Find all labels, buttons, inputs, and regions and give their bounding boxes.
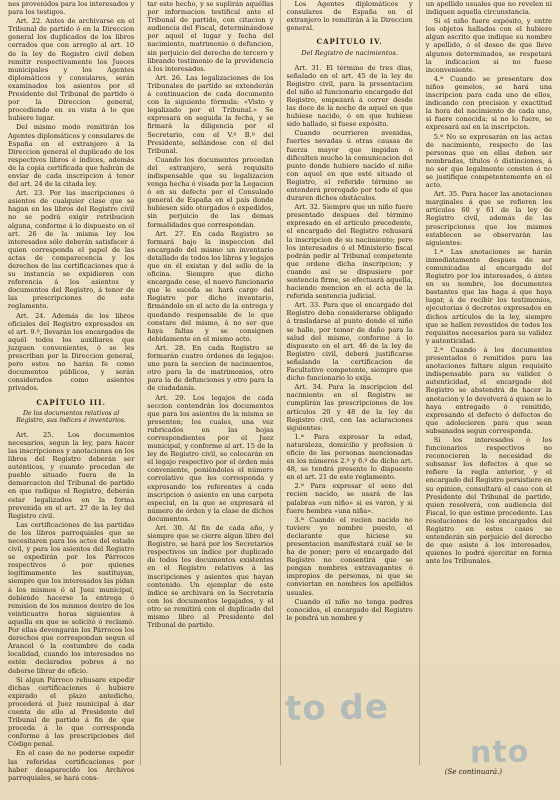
paragraph: Art. 33. Para que el encargado del Registro deba considerarse obligado á trasladarse al punto donde el niño se halle, por temor de daño para la salud del mismo, conforme á lo dispuesto en el art. 46 de la ley de Registro civil, deberá justificarse señalando la certificacion de Facultativo competente, siempre que dicho funcionario lo exija. [286, 301, 413, 383]
chapter-3-title: CAPÍTULO III. [36, 397, 106, 407]
paragraph: En el caso de no poderse expedir las referidas certificaciones por haber desaparecido los Archivos parroquiales, se hará cons- [8, 749, 135, 782]
paragraph: Cuando el niño no tenga padres conocidos, el encargado del Registro le pondrá un nombre y [286, 597, 413, 622]
chapter-3-subtitle: De los documentos relativos al Registro, sus índices é inventarios. [16, 409, 126, 425]
column-3 [284, 0, 413, 765]
paragraph: Art. 25. Los documentos necesarios, segun la ley, para hacer las inscripciones y anotaciones en los libros del Registro deberán ser auténticos, y cuando procedan de pueblo situado fuera de la demarcacion del Tribunal de partido en que radique el Registro, deberán estar legalizados en la forma prevenida en el art. 27 de la ley del Registro civil. [8, 430, 135, 520]
paragraph: tar este hecho, y se suplirán aquéllas por informacion testifical ante el Tribunal de partido, con citacion y audiencia del Fiscal, determinándose por aquel el lugar y fecha del nacimiento, matrimonio ó defuncion, sin perjuicio del derecho de tercero y librando testimonio de la providencia á los interesados. [147, 0, 274, 73]
paragraph: Art. 23. Por las inscripciones ó asientos de cualquier clase que se hagan en los libros del Registro civil no se podrá exigir retribucion alguna, conforme á lo dispuesto en el art. 26 de la misma ley los interesados sólo deberán satisfacer á quien corresponda el papel de las actas de comparecencia y los derechos de las certificaciones que á su instancia se expidieren con referencia á los asientos y documentos del Registro, á tenor de las prescripciones de este reglamento. [8, 189, 135, 311]
paragraph: Los Agentes diplomáticos y consulares de España en el extranjero lo remitirán á la Direccion general. [286, 0, 413, 33]
paragraph: Art. 31. El término de tres dias, señalado en el art. 45 de la ley de Registro civil, para la presentacion del niño al funcionario encargado del Registro, empezará á correr desde las doce de la noche de aquel en que hubiese nacido, ó en que hubiese sido hallado, si fuese expósito. [286, 63, 413, 129]
paragraph: Art. 28. En cada Registro se formarán cuatro órdenes de legajos: uno para la seccion de nacimientos, otro para la de matrimonios, otro para la de defunciones y otro para la de ciudadanía. [147, 343, 274, 393]
paragraph: Si los interesados ó los funcionarios respectivos no reconocieren la necesidad de subsanar los defectos á que se refiere la regla anterior, y el encargado del Registro persistiere en su opinion, consultará el caso con el Presidente del Tribunal de partido, quien resolverá, con audiencia del Fiscal, lo que estime procedente. Las resoluciones de los encargados del Registro en estos casos se entenderán sin perjuicio del derecho de que asiste á los interesados, quienes lo podrá ejercitar en forma ante los Tribunales. [425, 435, 553, 566]
continuation-note: (Se continuará.) [444, 768, 502, 776]
chapter-4-title: CAPÍTULO IV. [316, 37, 383, 47]
column-1-bottom [8, 431, 134, 782]
library-stamp-watermark: nto [469, 734, 530, 771]
paragraph: Art. 22. Antes de archivarse en el Tribunal de partido ó en la Direccion general los duplicados de los libros cerrados que con arreglo al art. 10 de la ley de Registro civil deben remitir respectivamente los Jueces municipales y los Agentes diplomáticos y consulares, serán examinados los asientos por el Presidente del Tribunal de partido ó por la Direccion general, procediendo en su vista á lo que hubiere lugar. [8, 17, 135, 123]
paragraph: Art. 26. Las legalizaciones de los Tribunales de partido se extenderán á continuacion de cada documento con la siguiente fórmula: «Visto y legalizado por el Tribunal.» Se expresará en seguida la fecha, y se firmará la diligencia por el Secretario, con el V.º B.º del Presidente, sellándose con el del Tribunal. [147, 73, 274, 155]
chapter-4-subtitle: Del Registro de nacimientos. [301, 49, 398, 58]
column-4 [426, 0, 552, 765]
paragraph: Art. 24. Además de los libros oficiales del Registro expresados en el art. 9.º, llevarán los encargados de aquél todos los auxiliares que juzguen convenientes, ó se les prescriban por la Direccion general, pero estos no harán fe como documentos públicos, y serán considerados como asientos privados. [8, 311, 135, 393]
paragraph: Art. 35. Para hacer las anotaciones marginales á que se refieren los artículos 60 y 61 de la ley de Registro civil, además de las prescripciones que los mismos establecen se observarán las siguientes: [425, 190, 552, 247]
paragraph: Art. 30. Al fin de cada año, y siempre que se cierre algun libro del Registro, se hará por los Secretarios respectivos un índice por duplicado de todos los documentos existentes en el Registro relativos á las inscripciones y asientos que hayan contenido. Un ejemplar de este índice se archivará en la Secretaría con los documentos legajados, y el otro se remitirá con el duplicado del mismo libro al Presidente del Tribunal de partido. [147, 524, 274, 630]
column-1 [8, 0, 135, 782]
paragraph: Cuando ocurrieren avenidas, fuertes nevadas ú otras causas de fuerza mayor que impidan ó dificulten mucho la comunicacion del punto donde hubiere nacido el niño con aquel en que esté situado el Registro, el referido término se entenderá prorogado por todo el que duraren dichos obstáculos. [286, 129, 413, 203]
column-divider [140, 0, 141, 765]
paragraph: 4.ª Cuando se presentare dos niños gemelos, se hará una inscripcion para cada uno de ellos, indicando con precision y exactitud la hora del nacimiento de cada uno, si fuere conocida; si no lo fuere, se expresará así en la inscripcion. [425, 74, 552, 132]
column-3-bottom [287, 64, 413, 622]
paragraph: Art. 27. En cada Registro se formará bajo la inspeccion del encargado del mismo un inventario detallado de todos los libros y legajos que en él existan y del sello de la oficina. Siempre que dicho encargado cese, el nuevo funcionario que le suceda se hará cargo del Registro por dicho inventario, firmándolo en el acto de la entrega y quedando responsable de lo que constare del mismo, á no ser que haya faltas y se consignen debidamente en el mismo acto. [147, 229, 274, 343]
column-divider [280, 0, 281, 765]
paragraph: 1.ª Las anotaciones se harán inmediatamente despues de ser comunicadas al encargado del Registro por los interesados, ó ántes en su nombre, los documentos bastantes que las haga á que haya lugar, á de recibir los testimonios, ejecutorias ó decretos expresados en dichos artículos de la ley, siempre que se hallen revestidos de todos los requisitos necesarios para su validez y autenticidad. [425, 247, 552, 345]
paragraph: 2.ª Para expresar el sexo del recien nacido, se usará de las palabras «un niño» si es varon, y si fuere hembra «una niña». [286, 482, 413, 515]
paragraph: 5.ª No se expresarán en las actas de nacimiento, respecto de las personas que en ellas deben ser nombradas, títulos ó distinciones, á no ser que legalmente consten ó no se justifique competentemente en el acto. [425, 132, 552, 190]
paragraph: Cuando los documentos procedan del extranjero, será requisito indispensable que su legalizacion venga hecha ó visada por la Legacion ó en su defecto por el Consulado general de España en el país donde hubiesen sido otorgados ó expedidos, sin perjuicio de las demas formalidades que correspondan. [147, 155, 274, 229]
column-3-top [287, 0, 413, 32]
library-stamp-watermark: to de [284, 687, 390, 729]
paragraph: Si el niño fuere expósito, y entre los objetos hallados con el hubiere algun escrito que indique su nombre y apellido, ó el deseo de que lleve algunos determinados, se respetará la indicacion si no fuese inconveniente. [425, 17, 552, 74]
column-divider [419, 0, 420, 765]
paragraph: Las certificaciones de las partidas de los libros parroquiales que se necesitaren para los actos del estado civil, y para los asientos del Registro se expedirán por los Párrocos respectivos ó por quienes legítimamente les sustituyan, siempre que los interesados las pidan á los mismos ó al Juez municipal, debiendo hacerse la entrega ó remision de los mismos dentro de los veinticuatro horas siguientes á aquella en que se solicitó ó reclamó. Por ellas devengarán los Párrocos los derechos que correspondan segun el Arancel ó la costumbre de cada localidad, cuando los interesados no estén declarados pobres á no deberse librar de oficio. [8, 520, 135, 675]
paragraph: Del mismo modo remitirán los Agentes diplomáticos y consulares de España en el extranjero á la Direccion general el duplicado de los respectivos libros é índices, además de la copia certificada que habrán de enviar de cada inscripcion á tenor del art. 24 de la citada ley. [8, 123, 135, 189]
paragraph: 1.ª Para expresar la edad, naturaleza, domicilio y profesion ú oficio de las personas mencionadas en los números 2.º y 6.º de dicho art. 48, se tendrá presente lo dispuesto en el art. 21 de este reglamento. [286, 432, 413, 482]
paragraph: 2.ª Cuando á los documentos presentados ó remitidos para las anotaciones faltare algun requisito indispensable para su validez ó autenticidad, el encargado del Registro se abstendrá de hacer la anotacion y lo devolverá á quien se lo haya entregado ó remitido, expresando el defecto ó defectos de que adolecieren para que sean subsanados segun corresponda. [425, 345, 552, 435]
paragraph: Art. 29. Los legajos de cada seccion contendrán los documentos que para los asientos de la misma se presenten; los cuales, una vez rubricados en las hojas correspondientes por el Juez municipal, y conforme al art. 15 de la ley de Registro civil, se colocarán en el legajo respectivo por el órden más conveniente, poniéndoles el número correlativo que les corresponda y expresando los referentes á cada inscripcion ó asiento en una carpeta especial, en la que se expresará el número de órden y la clase de dichos documentos. [147, 393, 274, 523]
column-2 [147, 0, 273, 765]
column-1-top [8, 0, 134, 393]
paragraph: 3.ª Cuando el recien nacido no tuviere yo nombre puesto, el declarante que hiciese su presentacion manifestará cuál se le ha de poner; pero el encargado del Registro no consentirá que se pongan nombres extravagantes ó impropios de personas, ni que se conviertan en nombres los apellidos usuales. [286, 515, 413, 597]
paragraph: Art. 34. Para la inscripcion del nacimiento en el Registro se cumplirán las prescripciones de los artículos 20 y 48 de la ley de Registro civil, con las aclaraciones siguientes: [286, 383, 413, 432]
paragraph: Art. 32. Siempre que un niño fuere presentado despues del término expresado en el artículo precedente, el encargado del Registro rehusará la inscripcion de su nacimiento; pero los interesados ó el Ministerio fiscal podrán pedir al Tribunal competente que ordene dicha inscripcion; y cuando así se dispusiere por sentencia firme, se efectuará aquella, haciendo mencion en el acta de la referida sentencia judicial. [286, 203, 413, 301]
paragraph: Si algun Párroco rehusare expedir dichas certificaciones ó hubiere expirado el plazo antedicho, procederá el Juez municipal á dar cuenta de ello al Presidente del Tribunal de partido á fin de que proceda á lo que corresponda conforme á las prescripciones del Código penal. [8, 675, 135, 749]
paragraph: nes provenidos para los interesados y para los testigos. [8, 0, 135, 17]
paragraph: un apellido usuales que no revelen ni indiquen aquella circunstancia. [425, 0, 552, 17]
